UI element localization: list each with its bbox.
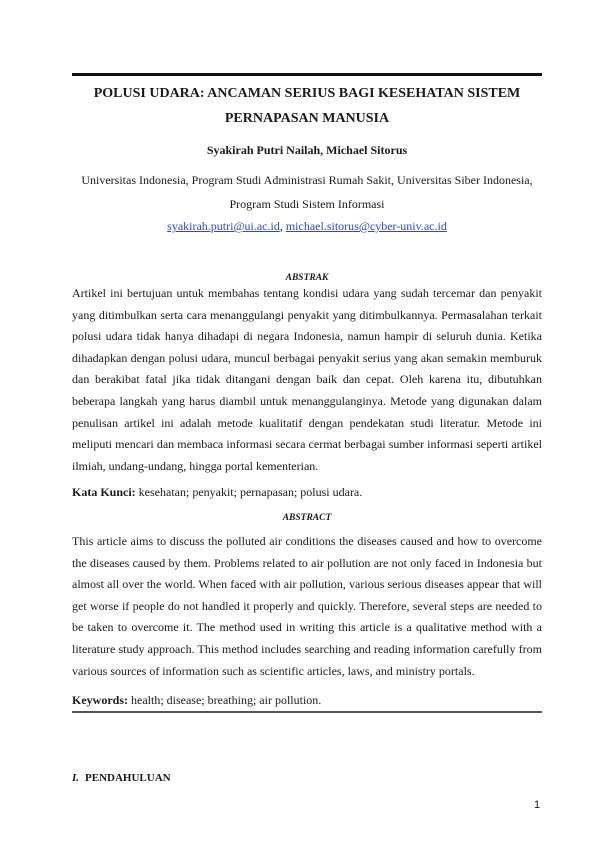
kata-kunci-label: Kata Kunci: <box>72 485 136 499</box>
kata-kunci-values: kesehatan; penyakit; pernapasan; polusi udara. <box>138 485 363 499</box>
author-names: Syakirah Putri Nailah, Michael Sitorus <box>206 143 408 157</box>
keywords-line <box>72 691 542 709</box>
keywords-values: health; disease; breathing; air pollution. <box>131 693 322 707</box>
abstract-body: This article aims to discuss the polluted air conditions the diseases caused and how to overcome the diseases caused by them. Problems related to air pollution are not only faced in Indonesia but almost all over the world. When faced with air pollution, various serious diseases appear that will get worse if people do not handled it properly and quickly. Therefore, several steps are needed to be taken to overcome it. The method used in writing this article is a qualitative method with a literature study approach. This method includes searching and reading information carefully from various sources of information such as scientific articles, laws, and ministry portals. <box>72 534 542 678</box>
paper-title: POLUSI UDARA: ANCAMAN SERIUS BAGI KESEHATAN SISTEM PERNAPASAN MANUSIA <box>93 86 521 126</box>
section-heading <box>72 771 171 785</box>
email-link-1[interactable]: syakirah.putri@ui.ac.id <box>167 219 280 233</box>
kata-kunci-line <box>72 483 542 501</box>
section-title: PENDAHULUAN <box>85 772 171 784</box>
keywords-label: Keywords: <box>72 693 128 707</box>
abstrak-heading: ABSTRAK <box>285 273 329 283</box>
abstrak-body: Artikel ini bertujuan untuk membahas tentang kondisi udara yang sudah tercemar dan penyakit yang ditimbulkan serta cara menanggulangi penyakit yang ditimbulkannya. Permasalahan terkait polusi udara tidak hanya dihadapi di negara Indonesia, namun hampir di seluruh dunia. Ketika dihadapkan dengan polusi udara, muncul berbagai penyakit serius yang akan semakin memburuk dan berakibat fatal jika tidak ditangani dengan baik dan cepat. Oleh karena itu, dibutuhkan beberapa langkah yang harus diambil untuk menanggulanginya. Metode yang digunakan dalam penulisan artikel ini adalah metode kualitatif dengan pendekatan studi literatur. Metode ini meliputi mencari dan membaca informasi secara cermat berbagai sumber informasi seperti artikel ilmiah, undang-undang, hingga portal kementerian. <box>72 286 542 473</box>
page-number: 1 <box>534 799 541 811</box>
author-emails <box>72 216 542 236</box>
email-link-2[interactable]: michael.sitorus@cyber-univ.ac.id <box>285 219 447 233</box>
abstract-bottom-rule <box>72 711 542 713</box>
author-affiliation: Universitas Indonesia, Program Studi Administrasi Rumah Sakit, Universitas Siber Indonesia, Program Studi Sistem Informasi <box>81 173 533 211</box>
email-separator: , <box>279 219 286 233</box>
title-top-rule <box>72 73 542 76</box>
section-number: I. <box>72 772 80 784</box>
abstract-heading: ABSTRACT <box>282 513 332 523</box>
